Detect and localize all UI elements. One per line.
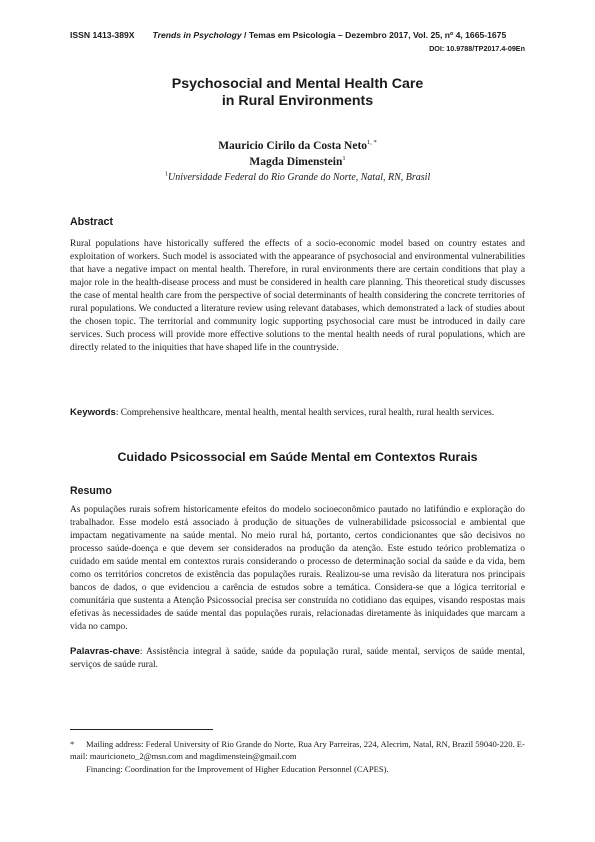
portuguese-title: Cuidado Psicossocial em Saúde Mental em Contextos Rurais [117, 450, 478, 464]
doi: DOI: 10.9788/TP2017.4-09En [429, 44, 525, 53]
author-1-marks: 1, * [367, 139, 377, 147]
palavras-chave-text: : Assistência integral à saúde, saúde da população rural, saúde mental, serviços de saúde mental, serviços de saúde rural. [70, 647, 525, 671]
footnote-financing: Financing: Coordination for the Improvement of Higher Education Personnel (CAPES). [86, 763, 389, 774]
running-header [70, 30, 525, 40]
article-title [70, 76, 525, 110]
email-addresses: mauricioneto_2@msn.com and magdimenstein@gmail.com [89, 751, 297, 762]
resumo-text: As populações rurais sofrem historicamente efeitos do modelo socioeconômico pautado no latifúndio e exploração do trabalhador. Esse modelo está associado à produção de situações de vulnerabilidade psicossocial e ambiental que impactam negativamente na saúde mental. No meio rural há, portanto, certos condicionantes que são decisivos no processo saúde-doença e que devem ser considerados na produção da atenção. Este estudo teórico problematiza o cuidado em saúde mental em contextos rurais considerando o processo de determinação social da saúde e da vida, bem como os territórios concretos de existência das populações rurais. Realizou-se uma revisão da literatura nos principais bancos de dados, o que evidenciou a carência de estudos sobre a temática. Considera-se que a lógica territorial e comunitária que sustenta a Atenção Psicossocial precisa ser construída no cotidiano das equipes, visando respostas mais efetivas às necessidades de saúde mental das populações rurais, relacionadas diretamente às iniquidades que marcam a vida no campo. [70, 505, 525, 633]
issn: ISSN 1413-389X [70, 30, 135, 40]
footnote-address [70, 738, 525, 763]
journal-name: Trends in Psychology [152, 30, 242, 40]
footnote-rule [70, 729, 213, 730]
affiliation [70, 172, 525, 183]
author-2-mark: 1 [342, 155, 346, 163]
mailing-address: Federal University of Rio Grande do Norte, Rua Ary Parreiras, 224, Alecrim, Natal, RN, Brazil 59040-220. E-mail: [70, 739, 525, 762]
affiliation-text: Universidade Federal do Rio Grande do Norte, Natal, RN, Brasil [168, 172, 431, 183]
mailing-label: Mailing address: [86, 739, 144, 749]
abstract-heading: Abstract [70, 216, 113, 228]
footnote-mark: * [70, 739, 75, 749]
title-line-1: Psychosocial and Mental Health Care [171, 76, 424, 92]
author-2-name: Magda Dimenstein [249, 156, 343, 168]
palavras-chave [70, 645, 525, 672]
keywords-text: : Comprehensive healthcare, mental health, mental health services, rural health, rural health services. [115, 408, 495, 418]
abstract-text: Rural populations have historically suffered the effects of a socio-economic model based on country estates and exploitation of workers. Such model is associated with the appearance of psychosocial and environmental vulnerabilities that have a negative impact on mental health. Therefore, in rural environments there are certain conditions that play a major role in the health-disease process and must be considered in health care planning. This theoretical study discusses the case of mental health care from the perspective of social determinants of health considering the concrete territories of rural populations. We conducted a literature review using relevant databases, which demonstrated a lack of studies about the chosen topic. The territorial and community logic supporting psychosocial care must be introduced in daily care services. Such process will provide more effective solutions to the mental health needs of rural populations, which are directly related to the iniquities that have shaped life in the countryside. [70, 239, 525, 354]
author-1-name: Mauricio Cirilo da Costa Neto [218, 140, 368, 152]
resumo-heading: Resumo [70, 485, 112, 497]
keywords-label: Keywords [70, 407, 116, 418]
author-2 [70, 154, 525, 170]
journal-citation: / Temas em Psicologia – Dezembro 2017, Vol. 25, nº 4, 1665-1675 [241, 30, 507, 40]
keywords [70, 406, 525, 420]
author-list [70, 138, 525, 170]
author-1 [70, 138, 525, 154]
affiliation-mark: 1 [164, 170, 169, 178]
footnote [70, 738, 525, 775]
title-line-2: in Rural Environments [221, 93, 374, 109]
palavras-chave-label: Palavras-chave [70, 646, 140, 657]
